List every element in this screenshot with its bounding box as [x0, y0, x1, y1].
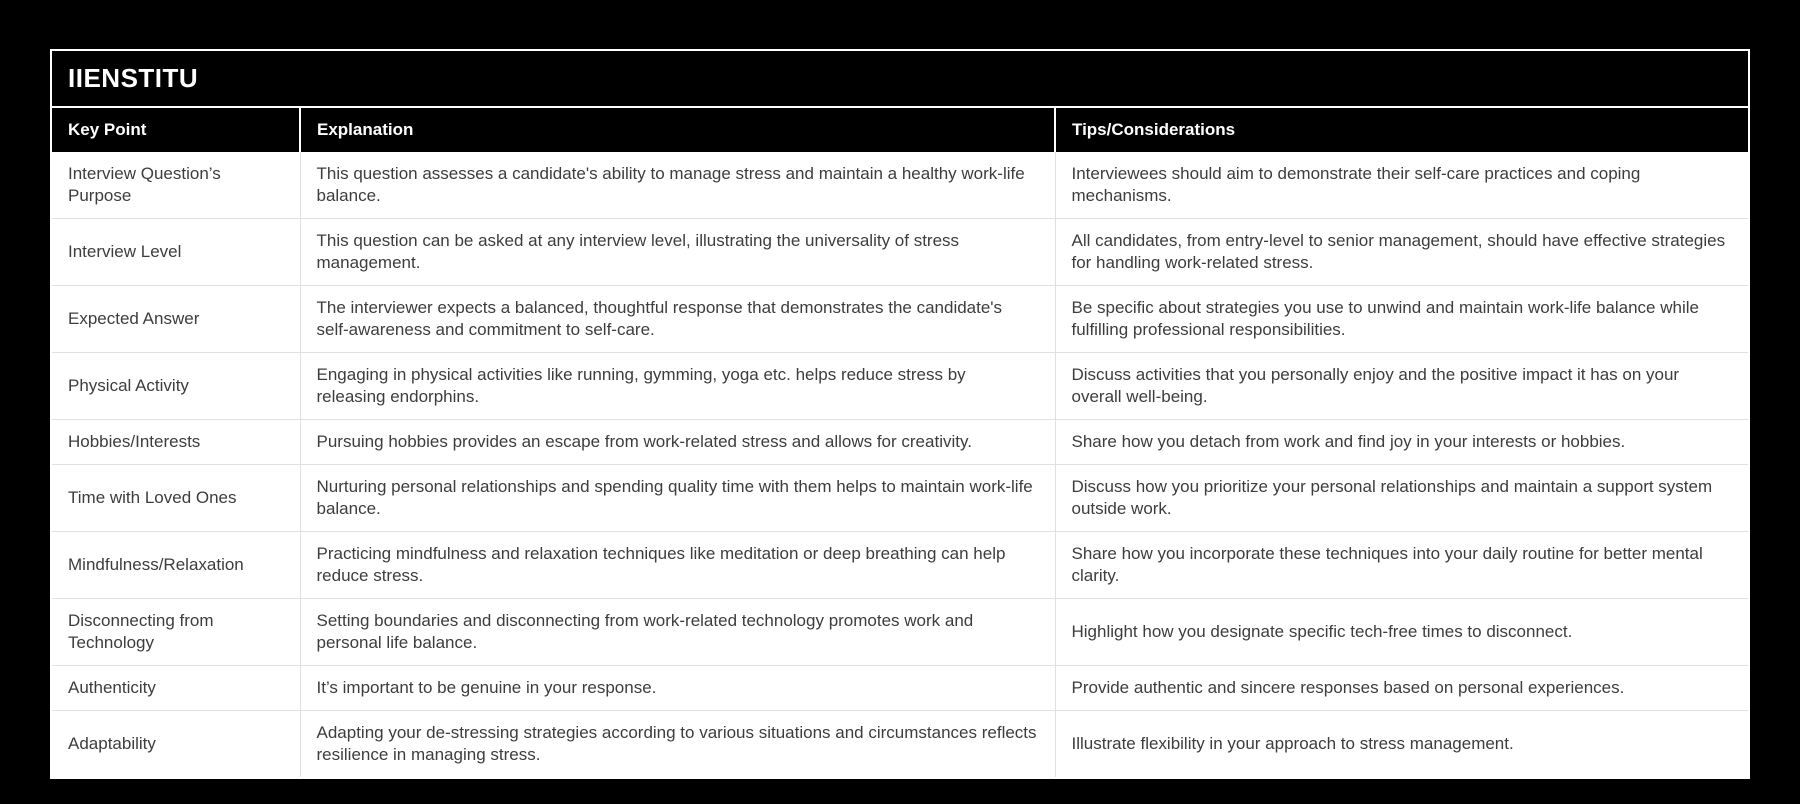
explanation-cell: Setting boundaries and disconnecting from work-related technology promotes work and personal life balance.: [300, 599, 1055, 666]
column-header-tips-considerations: Tips/Considerations: [1055, 108, 1748, 152]
key-point-cell: Disconnecting from Technology: [52, 599, 300, 666]
key-point-cell: Time with Loved Ones: [52, 465, 300, 532]
key-point-cell: Expected Answer: [52, 286, 300, 353]
explanation-cell: Adapting your de-stressing strategies according to various situations and circumstances reflects resilience in managing stress.: [300, 711, 1055, 778]
tips-cell: Discuss activities that you personally enjoy and the positive impact it has on your overall well-being.: [1055, 353, 1748, 420]
table-row: [52, 353, 1748, 420]
explanation-cell: Engaging in physical activities like running, gymming, yoga etc. helps reduce stress by releasing endorphins.: [300, 353, 1055, 420]
tips-cell: Be specific about strategies you use to unwind and maintain work-life balance while fulfilling professional responsibilities.: [1055, 286, 1748, 353]
table-row: [52, 219, 1748, 286]
column-header-key-point: Key Point: [52, 108, 300, 152]
table-row: [52, 286, 1748, 353]
table-card: [50, 49, 1750, 779]
table-row: [52, 599, 1748, 666]
explanation-cell: This question assesses a candidate's ability to manage stress and maintain a healthy work-life balance.: [300, 152, 1055, 219]
header-row: [52, 108, 1748, 152]
key-point-cell: Interview Level: [52, 219, 300, 286]
tips-cell: Highlight how you designate specific tech-free times to disconnect.: [1055, 599, 1748, 666]
key-point-cell: Hobbies/Interests: [52, 420, 300, 465]
key-points-table: [52, 108, 1748, 777]
key-point-cell: Authenticity: [52, 666, 300, 711]
tips-cell: Provide authentic and sincere responses based on personal experiences.: [1055, 666, 1748, 711]
table-row: [52, 420, 1748, 465]
tips-cell: All candidates, from entry-level to senior management, should have effective strategies for handling work-related stress.: [1055, 219, 1748, 286]
table-body: [52, 152, 1748, 777]
explanation-cell: Nurturing personal relationships and spending quality time with them helps to maintain work-life balance.: [300, 465, 1055, 532]
tips-cell: Share how you incorporate these techniques into your daily routine for better mental clarity.: [1055, 532, 1748, 599]
explanation-cell: Pursuing hobbies provides an escape from work-related stress and allows for creativity.: [300, 420, 1055, 465]
explanation-cell: It’s important to be genuine in your response.: [300, 666, 1055, 711]
key-point-cell: Adaptability: [52, 711, 300, 778]
table-row: [52, 711, 1748, 778]
table-row: [52, 666, 1748, 711]
explanation-cell: This question can be asked at any interview level, illustrating the universality of stress management.: [300, 219, 1055, 286]
table-row: [52, 152, 1748, 219]
tips-cell: Interviewees should aim to demonstrate their self-care practices and coping mechanisms.: [1055, 152, 1748, 219]
table-row: [52, 532, 1748, 599]
page-title: IIENSTITU: [52, 51, 1748, 108]
explanation-cell: Practicing mindfulness and relaxation techniques like meditation or deep breathing can help reduce stress.: [300, 532, 1055, 599]
key-point-cell: Mindfulness/Relaxation: [52, 532, 300, 599]
table-header: [52, 108, 1748, 152]
key-point-cell: Interview Question’s Purpose: [52, 152, 300, 219]
column-header-explanation: Explanation: [300, 108, 1055, 152]
tips-cell: Illustrate flexibility in your approach to stress management.: [1055, 711, 1748, 778]
table-row: [52, 465, 1748, 532]
explanation-cell: The interviewer expects a balanced, thoughtful response that demonstrates the candidate's self-awareness and commitment to self-care.: [300, 286, 1055, 353]
key-point-cell: Physical Activity: [52, 353, 300, 420]
tips-cell: Discuss how you prioritize your personal relationships and maintain a support system outside work.: [1055, 465, 1748, 532]
tips-cell: Share how you detach from work and find joy in your interests or hobbies.: [1055, 420, 1748, 465]
